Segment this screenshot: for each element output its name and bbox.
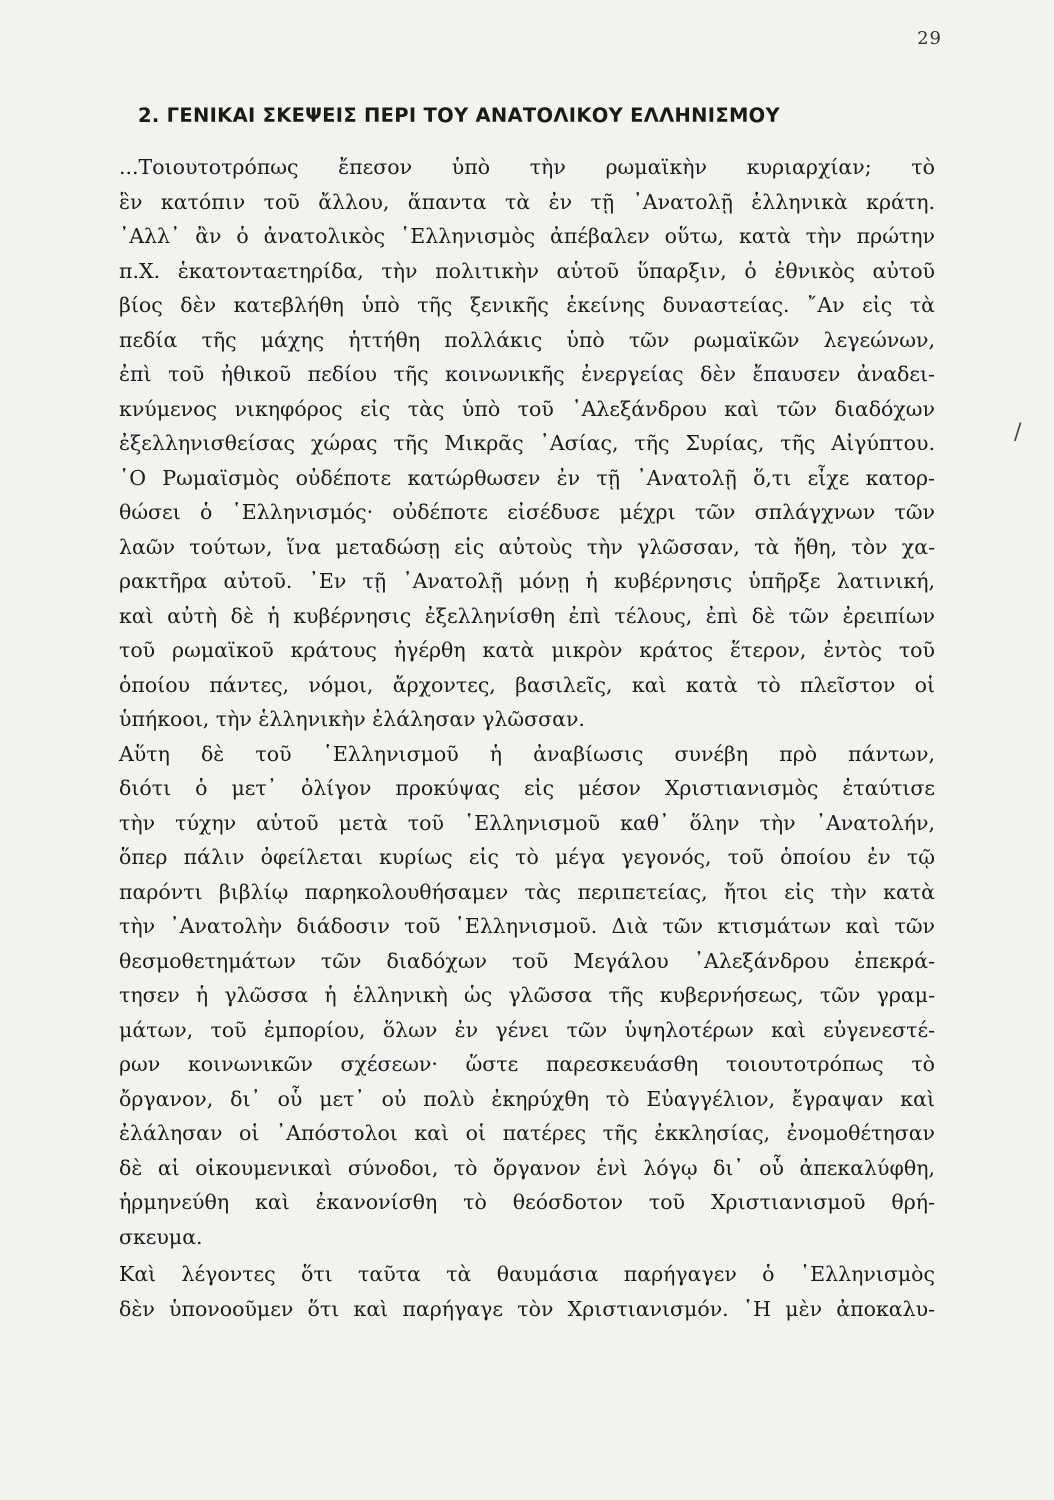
text-line: ἐλάλησαν οἱ ᾿Απόστολοι καὶ οἱ πατέρες τῆς ἐκκλησίας, ἐνομοθέτησαν	[119, 1121, 935, 1145]
text-line: θώσει ὁ ῾Ελληνισμός· οὐδέποτε εἰσέδυσε μέχρι τῶν σπλάγχνων τῶν	[119, 500, 935, 524]
text-line: τὴν ᾿Ανατολὴν διάδοσιν τοῦ ῾Ελληνισμοῦ. Διὰ τῶν κτισμάτων καὶ τῶν	[119, 914, 935, 938]
body-text	[119, 150, 935, 1326]
text-line: ὅπερ πάλιν ὀφείλεται κυρίως εἰς τὸ μέγα γεγονός, τοῦ ὁποίου ἐν τῷ	[119, 845, 935, 869]
paragraph	[119, 737, 935, 1255]
text-line: δὲ αἱ οἰκουμενικαὶ σύνοδοι, τὸ ὄργανον ἑνὶ λόγῳ δι᾿ οὗ ἀπεκαλύφθη,	[119, 1155, 935, 1180]
text-line: τησεν ἡ γλῶσσα ἡ ἑλληνικὴ ὡς γλῶσσα τῆς κυβερνήσεως, τῶν γραμ-	[119, 983, 935, 1007]
section-heading: 2. ΓΕΝΙΚΑΙ ΣΚΕΨΕΙΣ ΠΕΡΙ ΤΟΥ ΑΝΑΤΟΛΙΚΟΥ ΕΛΛΗΝΙΣΜΟΥ	[138, 104, 780, 127]
text-line: Αὕτη δὲ τοῦ ῾Ελληνισμοῦ ἡ ἀναβίωσις συνέβη πρὸ πάντων,	[119, 741, 935, 766]
text-line: ῾Ο Ρωμαϊσμὸς οὐδέποτε κατώρθωσεν ἐν τῇ ᾿Ανατολῇ ὅ,τι εἶχε κατορ-	[119, 465, 935, 490]
text-line: ὁποίου πάντες, νόμοι, ἄρχοντες, βασιλεῖς, καὶ κατὰ τὸ πλεῖστον οἱ	[119, 672, 935, 697]
text-line: τὴν τύχην αὑτοῦ μετὰ τοῦ ῾Ελληνισμοῦ καθ᾿ ὅλην τὴν ᾿Ανατολήν,	[119, 810, 935, 835]
text-line: βίος δὲν κατεβλήθη ὑπὸ τῆς ξενικῆς ἐκείνης δυναστείας. ῎Αν εἰς τὰ	[119, 293, 935, 317]
text-line: σκευμα.	[119, 1224, 203, 1249]
text-line: πεδία τῆς μάχης ἡττήθη πολλάκις ὑπὸ τῶν ρωμαϊκῶν λεγεώνων,	[119, 327, 935, 352]
text-line: ἐπὶ τοῦ ἠθικοῦ πεδίου τῆς κοινωνικῆς ἐνεργείας δὲν ἔπαυσεν ἀναδει-	[119, 362, 935, 386]
text-line: παρόντι βιβλίῳ παρηκολουθήσαμεν τὰς περιπετείας, ἤτοι εἰς τὴν κατὰ	[119, 879, 935, 904]
text-line: ᾿Αλλ᾿ ἂν ὁ ἀνατολικὸς ῾Ελληνισμὸς ἀπέβαλεν οὕτω, κατὰ τὴν πρώτην	[119, 224, 935, 248]
text-line: ἡρμηνεύθη καὶ ἐκανονίσθη τὸ θεόσδοτον τοῦ Χριστιανισμοῦ θρή-	[119, 1190, 935, 1214]
text-line: τοῦ ρωμαϊκοῦ κράτους ἠγέρθη κατὰ μικρὸν κράτος ἕτερον, ἐντὸς τοῦ	[119, 638, 935, 662]
text-line: ...Τοιουτοτρόπως ἔπεσον ὑπὸ τὴν ρωμαϊκὴν κυριαρχίαν; τὸ	[119, 155, 935, 179]
text-line: Καὶ λέγοντες ὅτι ταῦτα τὰ θαυμάσια παρήγαγεν ὁ ῾Ελληνισμὸς	[119, 1262, 935, 1286]
text-line: ὄργανον, δι᾿ οὗ μετ᾿ οὐ πολὺ ἐκηρύχθη τὸ Εὐαγγέλιον, ἔγραψαν καὶ	[119, 1086, 935, 1111]
text-line: π.Χ. ἑκατονταετηρίδα, τὴν πολιτικὴν αὑτοῦ ὕπαρξιν, ὁ ἐθνικὸς αὐτοῦ	[119, 258, 935, 283]
text-line: δὲν ὑπονοοῦμεν ὅτι καὶ παρήγαγε τὸν Χριστιανισμόν. ῾Η μὲν ἀποκαλυ-	[119, 1296, 935, 1321]
text-line: λαῶν τούτων, ἵνα μεταδώσῃ εἰς αὐτοὺς τὴν γλῶσσαν, τὰ ἤθη, τὸν χα-	[119, 534, 935, 559]
text-line: ὑπήκοοι, τὴν ἑλληνικὴν ἐλάλησαν γλῶσσαν.	[119, 707, 585, 731]
page-number: 29	[917, 28, 942, 49]
text-line: μάτων, τοῦ ἐμπορίου, ὅλων ἐν γένει τῶν ὑψηλοτέρων καὶ εὐγενεστέ-	[119, 1017, 935, 1042]
paragraph	[119, 150, 935, 737]
text-line: διότι ὁ μετ᾿ ὀλίγον προκύψας εἰς μέσον Χριστιανισμὸς ἐταύτισε	[119, 776, 935, 800]
paragraph	[119, 1257, 935, 1326]
text-line: ρων κοινωνικῶν σχέσεων· ὥστε παρεσκευάσθη τοιουτοτρόπως τὸ	[119, 1052, 935, 1076]
text-line: ἓν κατόπιν τοῦ ἄλλου, ἅπαντα τὰ ἐν τῇ ᾿Ανατολῇ ἑλληνικὰ κράτη.	[119, 189, 935, 214]
text-line: ρακτῆρα αὐτοῦ. ᾿Εν τῇ ᾿Ανατολῇ μόνῃ ἡ κυβέρνησις ὑπῆρξε λατινική,	[119, 569, 935, 593]
text-line: καὶ αὐτὴ δὲ ἡ κυβέρνησις ἐξελληνίσθη ἐπὶ τέλους, ἐπὶ δὲ τῶν ἐρειπίων	[119, 603, 935, 628]
margin-mark: /	[1014, 420, 1022, 445]
text-line: ἐξελληνισθείσας χώρας τῆς Μικρᾶς ᾿Ασίας, τῆς Συρίας, τῆς Αἰγύπτου.	[119, 431, 935, 455]
text-line: θεσμοθετημάτων τῶν διαδόχων τοῦ Μεγάλου ᾿Αλεξάνδρου ἐπεκρά-	[119, 948, 935, 973]
text-line: κνύμενος νικηφόρος εἰς τὰς ὑπὸ τοῦ ᾿Αλεξάνδρου καὶ τῶν διαδόχων	[119, 396, 935, 421]
